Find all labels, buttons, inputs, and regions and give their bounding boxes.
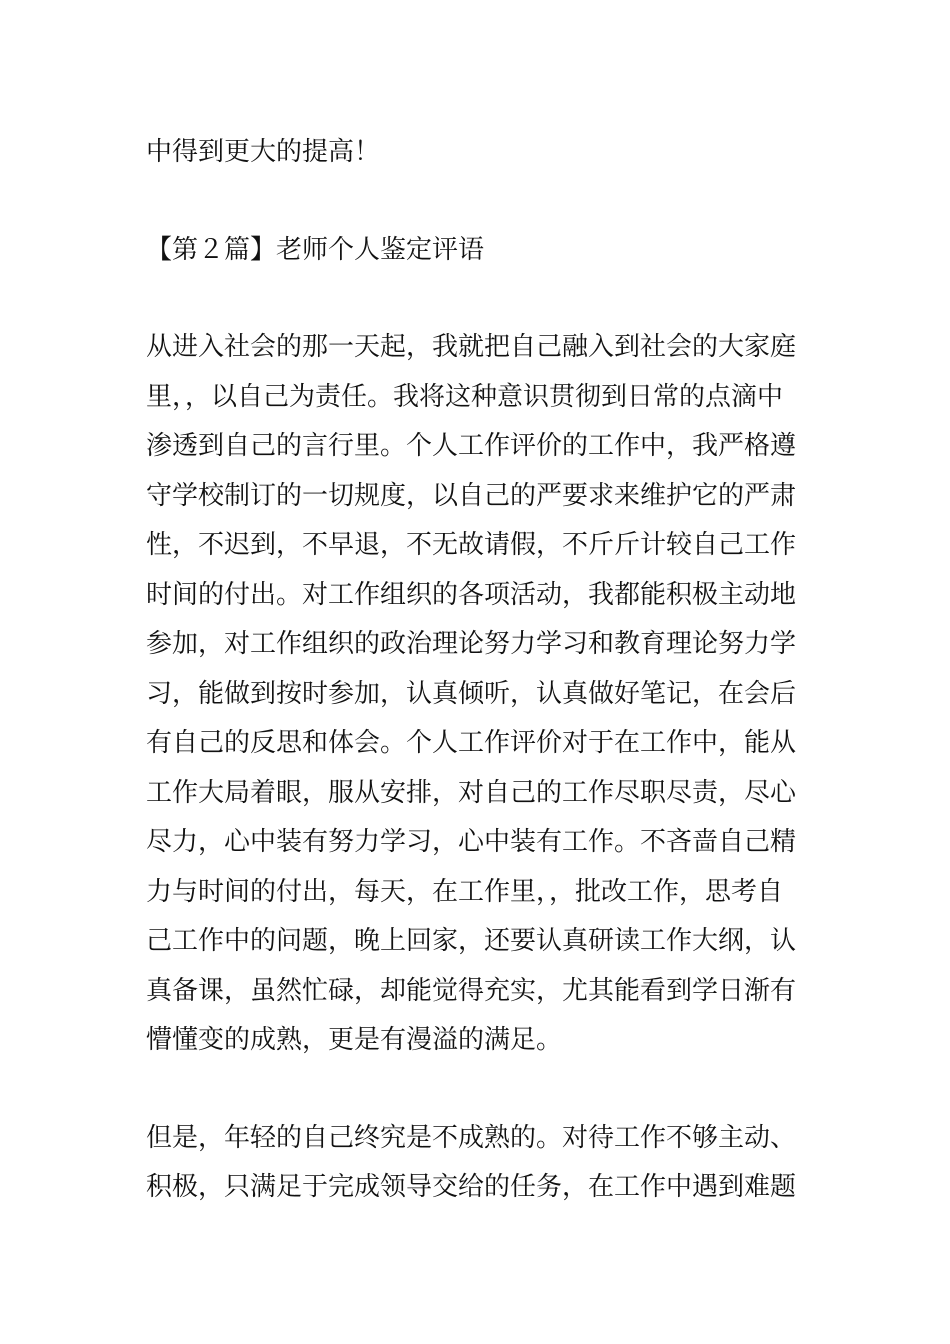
paragraph-gap [146, 275, 810, 323]
text-line: 参加，对工作组织的政治理论努力学习和教育理论努力学 [146, 629, 797, 659]
section-heading: 【第２篇】老师个人鉴定评语 [146, 234, 485, 265]
text-line: 己工作中的问题，晚上回家，还要认真研读工作大纲，认 [146, 926, 797, 956]
paragraph-2 [146, 1114, 810, 1213]
document-body [146, 128, 810, 1213]
text-line: 真备课，虽然忙碌，却能觉得充实，尤其能看到学日渐有 [146, 975, 797, 1006]
text-line: 性，不迟到，不早退，不无故请假，不斤斤计较自己工作 [146, 530, 797, 560]
text-line: 时间的付出。对工作组织的各项活动，我都能积极主动地 [146, 579, 797, 610]
text-line: 积极，只满足于完成领导交给的任务，在工作中遇到难题 [146, 1172, 797, 1202]
paragraph-gap [146, 178, 810, 226]
text-line: 工作大局着眼，服从安排，对自己的工作尽职尽责，尽心 [146, 777, 797, 808]
continuation-line: 中得到更大的提高！ [146, 137, 381, 167]
paragraph-gap [146, 1066, 810, 1114]
text-line: 但是，年轻的自己终究是不成熟的。对待工作不够主动、 [146, 1122, 797, 1153]
text-line: 守学校制订的一切规度，以自己的严要求来维护它的严肃 [146, 480, 797, 511]
text-line: 力与时间的付出，每天，在工作里，，批改工作，思考自 [146, 876, 784, 907]
text-line: 习，能做到按时参加，认真倾听，认真做好笔记，在会后 [146, 678, 797, 709]
text-line: 懵懂变的成熟，更是有漫溢的满足。 [146, 1025, 563, 1055]
paragraph-1 [146, 323, 810, 1066]
text-line: 里，，以自己为责任。我将这种意识贯彻到日常的点滴中 [146, 381, 784, 412]
text-line: 从进入社会的那一天起，我就把自己融入到社会的大家庭 [146, 332, 797, 362]
text-line: 渗透到自己的言行里。个人工作评价的工作中，我严格遵 [146, 431, 797, 461]
text-line: 尽力，心中装有努力学习，心中装有工作。不吝啬自己精 [146, 827, 797, 857]
text-line: 有自己的反思和体会。个人工作评价对于在工作中，能从 [146, 728, 797, 758]
